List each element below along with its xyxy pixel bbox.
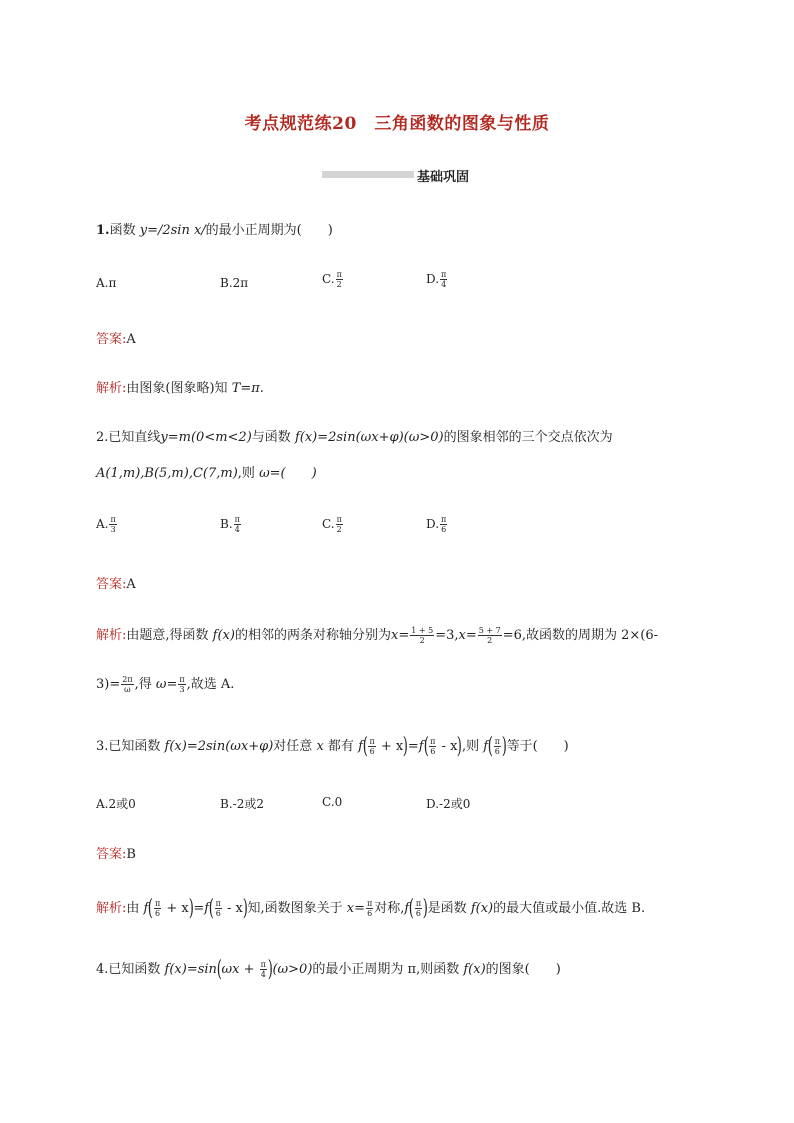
q1-option-a: A.π [96,276,117,290]
fraction: $\frac{5 + 7}{2}$ [478,626,501,645]
question-4: 4.已知函数 f(x)=sin(ωx + $\frac{\pi}{4}$ )(ω>0)的最小正周期为 π,则函数 f(x)的图象( ) [96,956,561,982]
question-1-expression: y=/2sin x/ [139,223,206,238]
fraction: $\frac{\pi}{2}$ [336,270,342,289]
fraction: $\frac{\pi}{2}$ [336,515,342,534]
fraction: $\frac{\pi}{4}$ [234,515,240,534]
q3-option-a: A.2或0 [96,797,136,811]
q2-answer: 答案:A [96,577,136,592]
q1-option-d: D. $\frac{\pi}{4}$ [426,270,447,289]
fraction: $\frac{\pi}{6}$ [369,737,375,756]
section-divider-bar [322,171,414,178]
question-2-line-1: 2.已知直线y=m(0<m<2)与函数 f(x)=2sin(ωx+φ)(ω>0)的图象相邻的三个交点依次为 [96,430,613,445]
q2-option-c: C. $\frac{\pi}{2}$ [322,515,342,534]
fraction: $\frac{\pi}{3}$ [179,675,185,694]
question-1-number: 1. [96,223,110,238]
fraction: $\frac{\pi}{6}$ [415,899,422,918]
fraction: $\frac{\pi}{4}$ [260,960,266,979]
q1-option-b: B.2π [220,276,249,290]
question-2-line-2: A(1,m),B(5,m),C(7,m),则 ω=( ) [96,466,317,481]
question-3: 3.已知函数 f(x)=2sin(ωx+φ)对任意 x 都有 f( $\frac{\pi}{6}$ + x)=f( $\frac{\pi}{6}$ - x),则 f( $\frac{\pi}{6}$ )等于( ) [96,733,569,759]
fraction: $\frac{\pi}{6}$ [494,737,500,756]
fraction: $\frac{\pi}{3}$ [110,515,116,534]
q3-analysis: 解析:由 f( $\frac{\pi}{6}$ + x)=f( $\frac{\pi}{6}$ - x)知,函数图象关于 x= $\frac{\pi}{6}$ 对称,f( $\frac{\pi}{6}$ )是函数 f(x)的最大值或最小值.故选 B. [96,895,646,921]
fraction: $\frac{2\pi}{\omega}$ [122,675,133,694]
q3-answer: 答案:B [96,847,136,862]
fraction: $\frac{\pi}{6}$ [215,899,221,918]
q2-analysis-line-1: 解析:由题意,得函数 f(x)的相邻的两条对称轴分别为x= $\frac{1 + 5}{2}$ =3,x= $\frac{5 + 7}{2}$ =6,故函数的周期为 2×(6- [96,626,659,645]
q1-analysis: 解析:由图象(图象略)知 T=π. [96,381,264,396]
question-1: 1.函数 y=/2sin x/的最小正周期为( ) [96,223,333,238]
q2-option-b: B. $\frac{\pi}{4}$ [220,515,240,534]
q3-option-c: C.0 [322,795,343,809]
fraction: $\frac{1 + 5}{2}$ [411,626,434,645]
q2-analysis-line-2: 3)= $\frac{2\pi}{\omega}$ ,得 ω= $\frac{\pi}{3}$ ,故选 A. [96,675,235,694]
fraction: $\frac{\pi}{6}$ [154,899,161,918]
fraction: $\frac{\pi}{6}$ [441,515,447,534]
q3-option-d: D.-2或0 [426,797,471,811]
page-title: 考点规范练20 三角函数的图象与性质 [244,114,550,134]
fraction: $\frac{\pi}{4}$ [441,270,447,289]
q1-answer: 答案:A [96,332,136,347]
q2-option-a: A. $\frac{\pi}{3}$ [96,515,116,534]
section-heading: 基础巩固 [417,170,470,185]
q2-option-d: D. $\frac{\pi}{6}$ [426,515,447,534]
fraction: $\frac{\pi}{6}$ [430,737,436,756]
q1-option-c: C. $\frac{\pi}{2}$ [322,270,342,289]
q3-option-b: B.-2或2 [220,797,264,811]
fraction: $\frac{\pi}{6}$ [367,899,373,918]
